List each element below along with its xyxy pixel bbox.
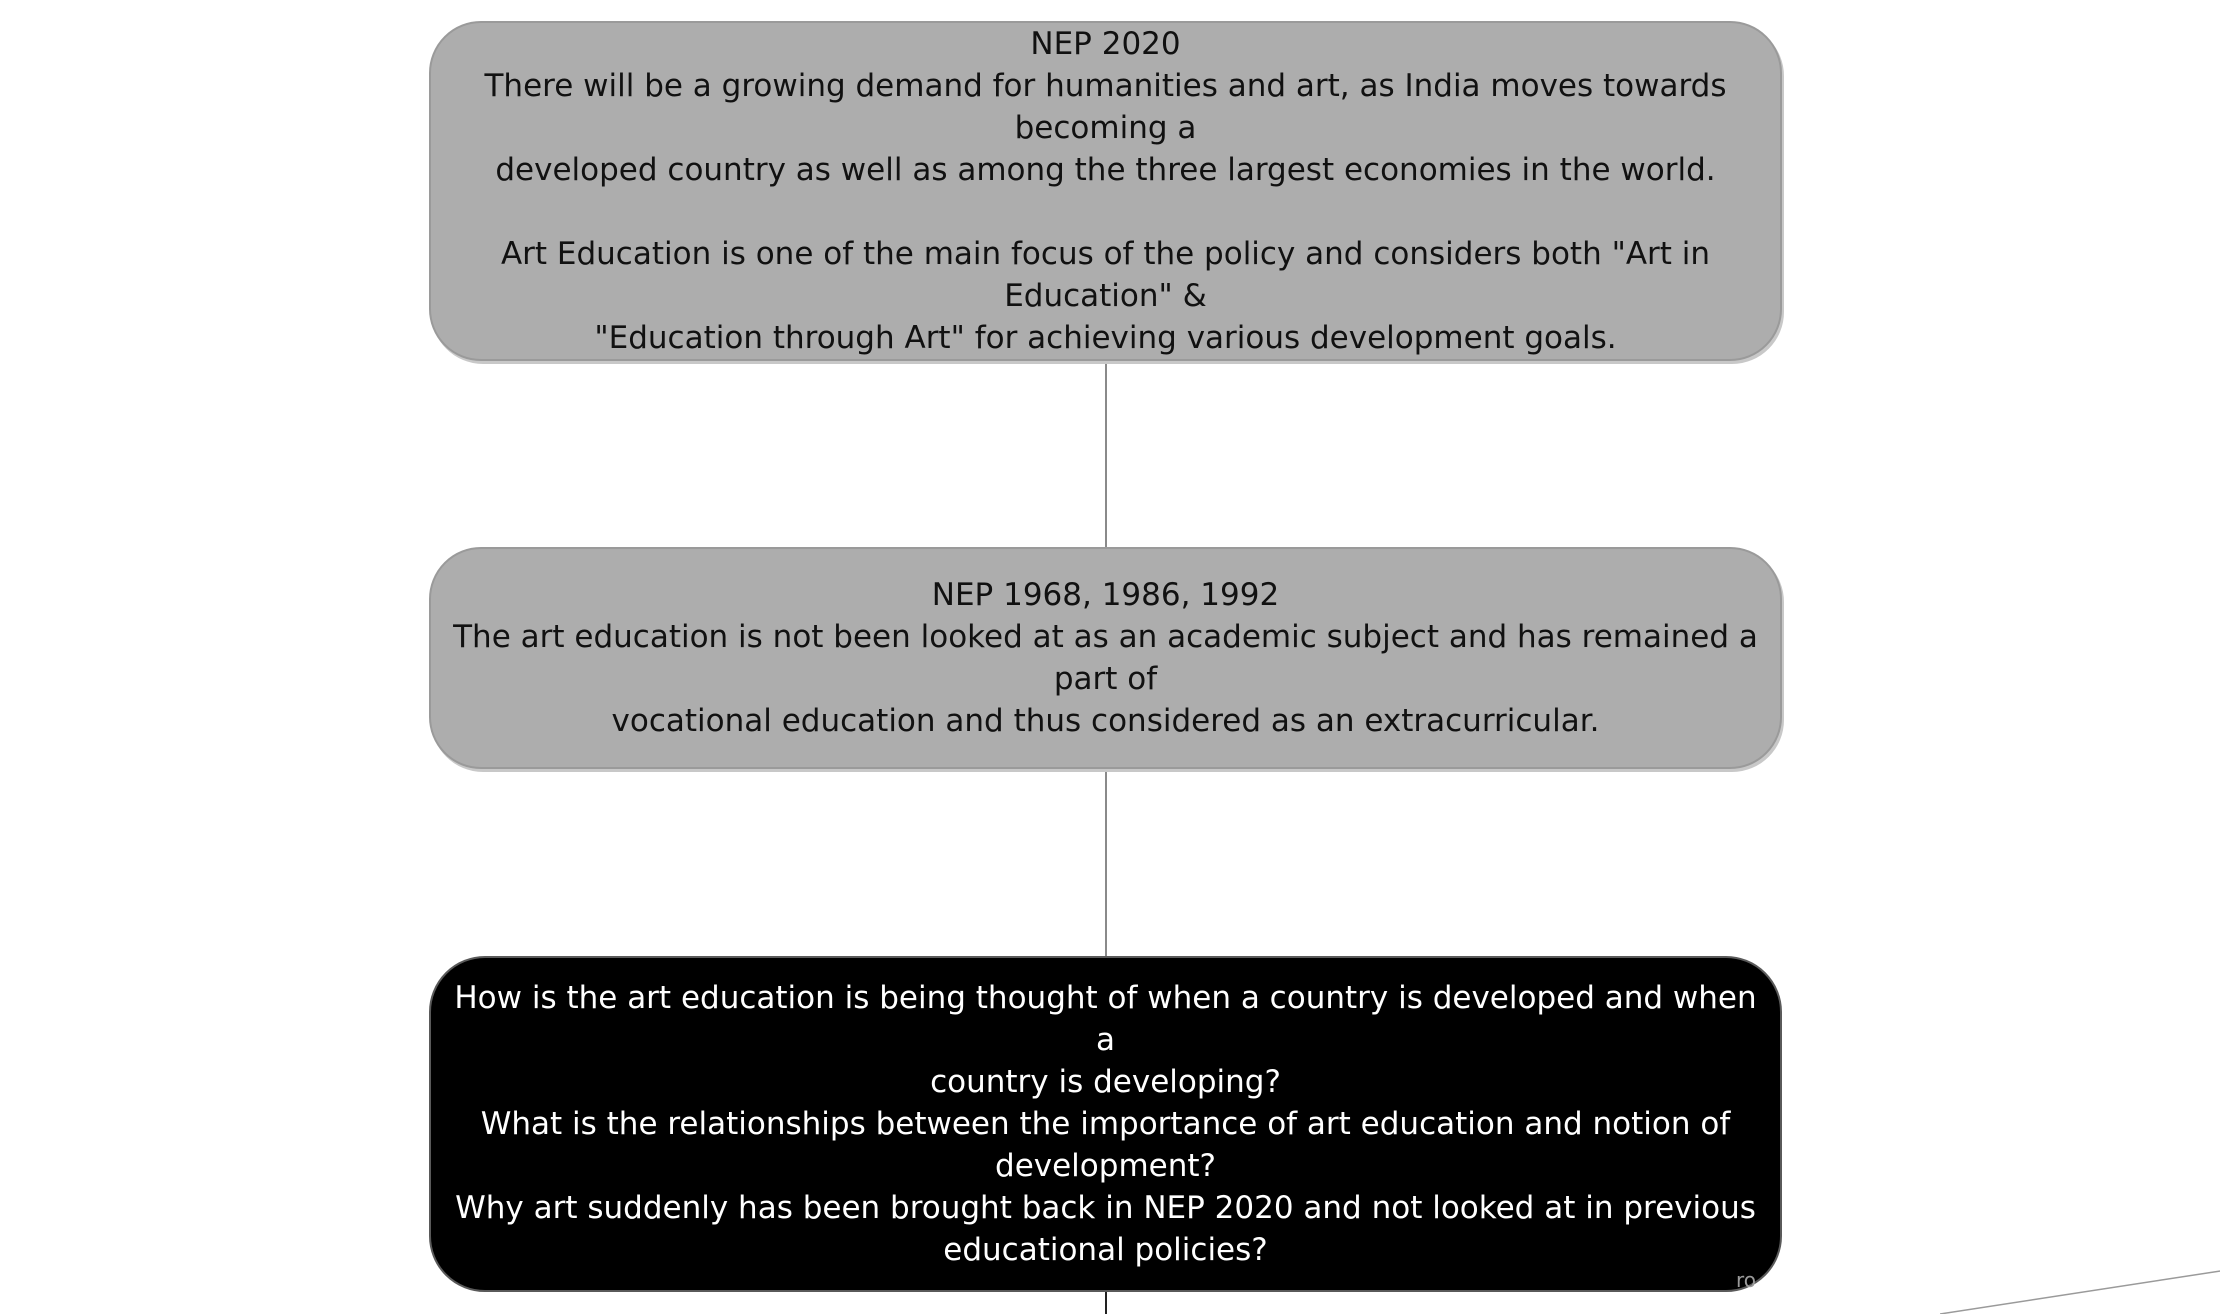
corner-watermark-text: ro <box>1736 1268 1757 1292</box>
connector-nep-old-to-questions <box>1105 766 1107 956</box>
node-nep-old-title: NEP 1968, 1986, 1992 <box>931 577 1280 613</box>
node-nep-2020-title: NEP 2020 <box>1030 26 1181 62</box>
node-nep-2020-text-line: "Education through Art" for achieving various development goals. <box>594 320 1617 356</box>
question-text-line: What is the relationships between the importance of art education and notion of <box>480 1106 1731 1142</box>
question-text-line: Why art suddenly has been brought back in NEP 2020 and not looked at in previous <box>455 1190 1756 1226</box>
connector-nep2020-to-nep-old <box>1105 360 1107 552</box>
node-nep-2020-text-line: developed country as well as among the three largest economies in the world. <box>495 152 1716 188</box>
node-nep-1968-1986-1992[interactable] <box>429 547 1782 769</box>
question-text-line: How is the art education is being thought of when a country is developed and when a <box>454 980 1757 1058</box>
edge-decorative-line <box>1940 1268 2220 1314</box>
node-nep-2020[interactable] <box>429 21 1782 361</box>
node-research-questions[interactable] <box>429 956 1782 1292</box>
question-text-line: educational policies? <box>943 1232 1268 1268</box>
node-nep-old-text-line: The art education is not been looked at as an academic subject and has remained a part of <box>453 619 1758 697</box>
question-text-line: country is developing? <box>930 1064 1281 1100</box>
node-nep-old-text-line: vocational education and thus considered as an extracurricular. <box>611 703 1600 739</box>
node-nep-2020-text-line: There will be a growing demand for humanities and art, as India moves towards becoming a <box>484 68 1727 146</box>
question-text-line: development? <box>995 1148 1216 1184</box>
connector-questions-down <box>1105 1290 1107 1314</box>
node-nep-2020-text-line: Art Education is one of the main focus of the policy and considers both "Art in Education" & <box>500 236 1711 314</box>
